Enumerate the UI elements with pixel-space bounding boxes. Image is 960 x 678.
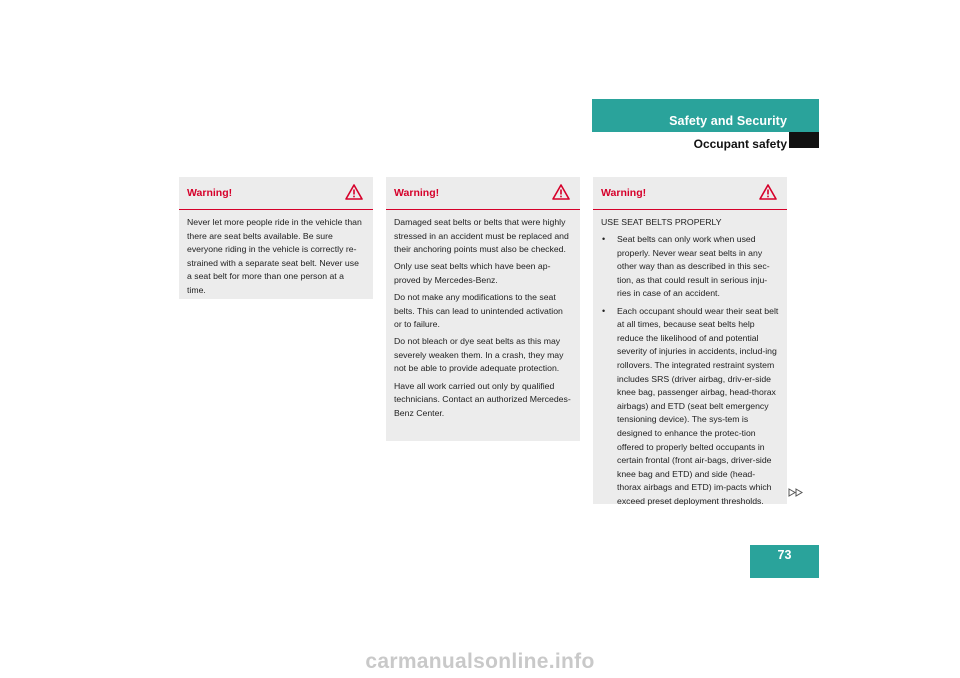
subsection-header (592, 132, 819, 154)
continue-arrows-icon (788, 488, 804, 497)
list-item-text: Each occupant should wear their seat belt at all times, because seat belts help reduce the likelihood of and potential severity of injuries in accidents, includ-ing rollovers. The integrated restraint system includes SRS (driver airbag, driv-er-side knee bag, passenger airbag, head-thorax airbags) and ETD (seat belt emergency tensioning device). The sys-tem is designed to enhance the protec-tion offered to properly belted occupants in certain frontal (front air-bags, driver-side knee bag and ETD) and side (head-thorax airbags and ETD) im-pacts which exceed preset deployment thresholds. (617, 305, 779, 506)
warning-paragraph: Have all work carried out only by qualified technicians. Contact an authorized Mercedes-Benz Center. (394, 380, 571, 418)
list-item (601, 233, 779, 301)
warning-header (386, 177, 580, 210)
section-title: Safety and Security (669, 114, 787, 128)
bullet-icon: • (602, 305, 606, 316)
warning-paragraph: Damaged seat belts or belts that were highly stressed in an accident must be replaced and their anchoring points must also be checked. (394, 217, 569, 255)
warning-label: Warning! (394, 187, 440, 199)
warning-body (179, 210, 373, 307)
warning-body (386, 210, 580, 430)
warning-box-3 (593, 177, 787, 504)
warning-label: Warning! (187, 187, 233, 199)
page-number-box (750, 545, 819, 578)
warning-paragraph: Do not bleach or dye seat belts as this may severely weaken them. In a crash, they may not be able to provide adequate protection. (394, 336, 564, 374)
bullet-icon: • (602, 234, 606, 245)
list-item-text: Seat belts can only work when used properly. Never wear seat belts in any other way than as described in this sec-tion, as that could result in serious inju-ries in case of an accident. (617, 234, 770, 299)
warning-triangle-icon (552, 184, 570, 200)
warning-triangle-icon (345, 184, 363, 200)
warning-paragraph: Only use seat belts which have been ap-proved by Mercedes-Benz. (394, 261, 551, 285)
warning-label: Warning! (601, 187, 647, 199)
warning-body (593, 210, 787, 518)
section-header (592, 99, 819, 132)
warning-box-1 (179, 177, 373, 299)
list-item (601, 305, 779, 509)
page-number: 73 (777, 548, 792, 562)
watermark: carmanualsonline.info (365, 650, 595, 673)
warning-paragraph: Do not make any modifications to the seat belts. This can lead to unintended activation or to failure. (394, 291, 563, 330)
warning-header (179, 177, 373, 210)
subsection-title: Occupant safety (693, 137, 787, 151)
header-corner-block (789, 132, 819, 148)
warning-bullet-list (601, 233, 779, 508)
warning-intro: USE SEAT BELTS PROPERLY (601, 217, 722, 227)
warning-box-2 (386, 177, 580, 441)
warning-header (593, 177, 787, 210)
warning-triangle-icon (759, 184, 777, 200)
warning-paragraph: Never let more people ride in the vehicle than there are seat belts available. Be sure everyone riding in the vehicle is correctly re-strained with a separate seat belt. Never use a seat belt for more than one person at a time. (187, 217, 362, 295)
